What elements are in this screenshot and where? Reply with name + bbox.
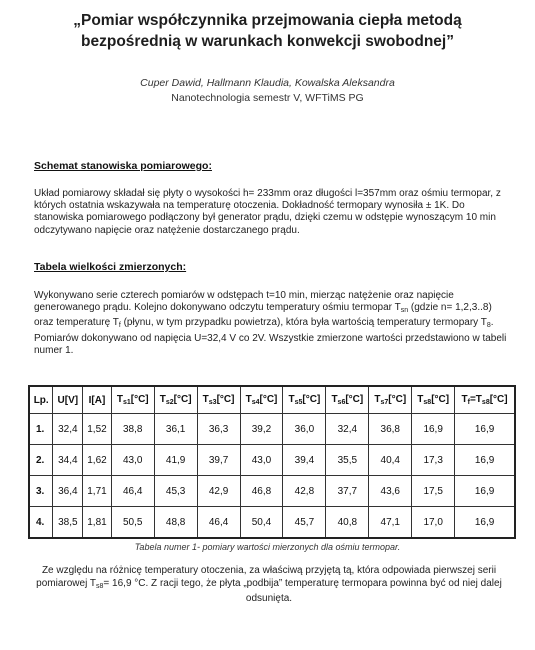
table-cell: 16,9 — [455, 476, 515, 507]
table-cell: 1,62 — [83, 445, 112, 476]
table-cell: 46,4 — [111, 476, 154, 507]
table-cell: 36,1 — [154, 414, 197, 445]
conclusion-paragraph: Ze względu na różnicę temperatury otoczenia, za właściwą przyjętą tą, która odpowiada pierwszej serii pomiarowej $T_{s8}= 16,9$ °C. Z racji tego, że płyta „podbija” temperaturę termopara powinna być od niej dalej odsunięta. — [36, 565, 502, 604]
table-cell: 16,9 — [412, 414, 455, 445]
table-cell: 36,0 — [283, 414, 326, 445]
table-row — [29, 476, 515, 507]
table-cell: 39,4 — [283, 445, 326, 476]
table-cell: 1,71 — [83, 476, 112, 507]
table-cell: 17,3 — [412, 445, 455, 476]
header-ts8: $T_{s8}[^\circ C]$ — [412, 386, 455, 414]
table-cell: 3. — [29, 476, 53, 507]
table-cell: 17,5 — [412, 476, 455, 507]
table-cell: 39,7 — [197, 445, 240, 476]
title-line-2: bezpośrednią w warunkach konwekcji swobodnej” — [81, 33, 454, 50]
table-cell: 37,7 — [326, 476, 369, 507]
document-title — [0, 10, 535, 52]
table-cell: 2. — [29, 445, 53, 476]
section-paragraph-table: Wykonywano serie czterech pomiarów w odstępach t=10 min, mierząc natężenie oraz napięcie generowanego prądu. Kolejno dokonywano odczytu temperatury ośmiu termopar $T_{sn}$ (gdzie n= 1,2,3..8) oraz temperaturę $T_f$ (płynu, w tym przypadku powietrza), która była wartością temperatury termopary $T_8$. Pomiarów dokonywano od napięcia U=32,4 V co 2V. Wszystkie zmierzone wartości przedstawiono w tabeli numer 1. — [34, 290, 507, 356]
table-row — [29, 414, 515, 445]
table-cell: 43,6 — [369, 476, 412, 507]
table-cell: 46,4 — [197, 507, 240, 539]
header-ts3: $T_{s3}[^\circ C]$ — [197, 386, 240, 414]
table-cell: 32,4 — [326, 414, 369, 445]
table-row — [29, 445, 515, 476]
table-cell: 34,4 — [53, 445, 83, 476]
header-ts4: $T_{s4}[^\circ C]$ — [240, 386, 283, 414]
header-lp: Lp. — [29, 386, 53, 414]
table-cell: 36,3 — [197, 414, 240, 445]
table-cell: 45,7 — [283, 507, 326, 539]
table-cell: 1,81 — [83, 507, 112, 539]
table-row — [29, 507, 515, 539]
header-u: U[V] — [53, 386, 83, 414]
table-cell: 17,0 — [412, 507, 455, 539]
table-caption: Tabela numer 1- pomiary wartości mierzonych dla ośmiu termopar. — [134, 542, 401, 552]
table-cell: 1,52 — [83, 414, 112, 445]
table-cell: 40,4 — [369, 445, 412, 476]
table-cell: 46,8 — [240, 476, 283, 507]
affiliation: Nanotechnologia semestr V, WFTiMS PG — [171, 92, 364, 104]
table-cell: 38,5 — [53, 507, 83, 539]
table-cell: 48,8 — [154, 507, 197, 539]
title-line-1: „Pomiar współczynnika przejmowania ciepła metodą — [73, 12, 462, 29]
table-cell: 16,9 — [455, 445, 515, 476]
header-ts5: $T_{s5}[^\circ C]$ — [283, 386, 326, 414]
table-cell: 35,5 — [326, 445, 369, 476]
table-cell: 45,3 — [154, 476, 197, 507]
table-cell: 43,0 — [111, 445, 154, 476]
table-cell: 4. — [29, 507, 53, 539]
measurements-table — [28, 385, 516, 539]
table-cell: 43,0 — [240, 445, 283, 476]
authors: Cuper Dawid, Hallmann Klaudia, Kowalska Aleksandra — [140, 77, 395, 89]
table-cell: 50,4 — [240, 507, 283, 539]
table-cell: 47,1 — [369, 507, 412, 539]
table-cell: 50,5 — [111, 507, 154, 539]
table-cell: 32,4 — [53, 414, 83, 445]
table-cell: 41,9 — [154, 445, 197, 476]
header-i: I[A] — [83, 386, 112, 414]
section-paragraph-setup: Układ pomiarowy składał się płyty o wysokości h= 233mm oraz długości l=357mm oraz ośmiu termopar, z których ostatnia wskazywała na temperaturę otoczenia. Dokładność termopary wynosiła ± 1K. Do stanowiska pomiarowego podłączony był generator prądu, dzięki czemu w odstępie wynoszącym 10 min odczytywano napięcie oraz natężenie dostarczanego prądu. — [34, 188, 501, 236]
table-cell: 38,8 — [111, 414, 154, 445]
header-tf: $T_f=T_{s8}[^\circ C]$ — [455, 386, 515, 414]
table-cell: 16,9 — [455, 414, 515, 445]
table-cell: 16,9 — [455, 507, 515, 539]
table-cell: 42,9 — [197, 476, 240, 507]
table-cell: 40,8 — [326, 507, 369, 539]
table-cell: 42,8 — [283, 476, 326, 507]
header-ts7: $T_{s7}[^\circ C]$ — [369, 386, 412, 414]
section-heading-setup: Schemat stanowiska pomiarowego: — [34, 160, 212, 172]
table-cell: 39,2 — [240, 414, 283, 445]
table-cell: 1. — [29, 414, 53, 445]
table-cell: 36,8 — [369, 414, 412, 445]
header-ts6: $T_{s6}[^\circ C]$ — [326, 386, 369, 414]
header-ts2: $T_{s2}[^\circ C]$ — [154, 386, 197, 414]
section-heading-table: Tabela wielkości zmierzonych: — [34, 261, 187, 273]
header-ts1: $T_{s1}[^\circ C]$ — [111, 386, 154, 414]
table-cell: 36,4 — [53, 476, 83, 507]
table-header-row — [29, 386, 515, 414]
